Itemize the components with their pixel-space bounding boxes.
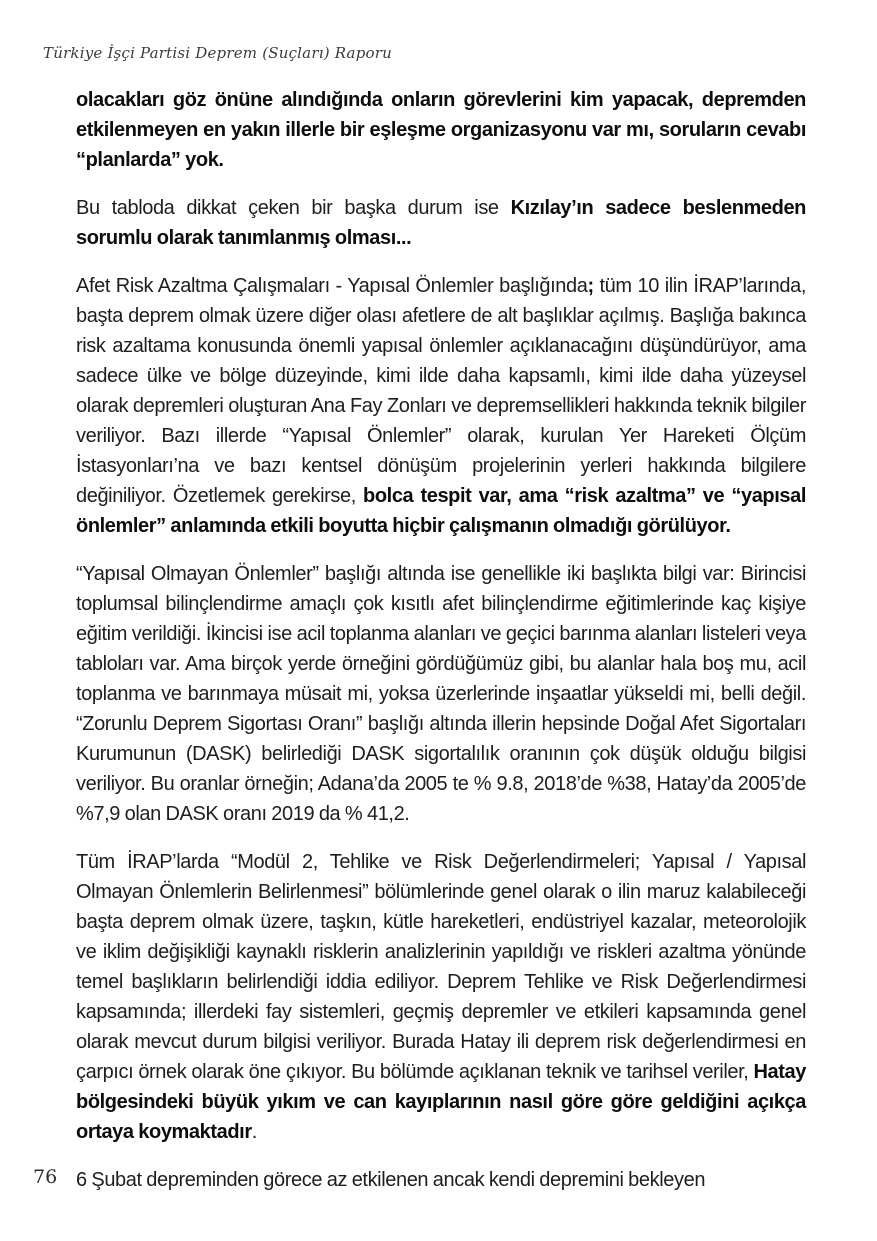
paragraph [76,1165,806,1195]
text-segment-bold: olacakları göz önüne alındığında onların görevlerini kim yapacak, depremden etkilenmeyen en yakın illerle bir eşleşme organizasyonu var mı, soruların cevabı “planlarda” yok. [76,89,806,171]
text-segment: tüm 10 ilin İRAP’larında, başta deprem olmak üzere diğer olası afetlere de alt başlıklar açılmış. Başlığa bakınca risk azaltama konusunda önemli yapısal önlemler açıklanacağını düşündürüyor, ama sadece ülke ve bölge düzeyinde, kimi ilde daha kapsamlı, kimi ilde daha yüzeysel olarak depremleri oluşturan Ana Fay Zonları ve depremsellikleri hakkında teknik bilgiler veriliyor. Bazı illerde “Yapısal Önlemler” olarak, kurulan Yer Hareketi Ölçüm İstasyonları’na ve bazı kentsel dönüşüm projelerinin yerleri hakkında bilgilere değiniliyor. Özetlemek gerekirse, [76,275,806,507]
paragraph [76,193,806,253]
paragraph [76,559,806,829]
paragraph [76,271,806,541]
text-segment-bold: Hatay bölgesindeki büyük yıkım ve can kayıplarının nasıl göre göre geldiğini açıkça ortaya koymaktadır [76,1061,806,1143]
text-segment-bold: bolca tespit var, ama “risk azaltma” ve “yapısal önlemler” anlamında etkili boyutta hiçbir çalışmanın olmadığı görülüyor. [76,485,806,537]
paragraph [76,847,806,1147]
running-header: Türkiye İşçi Partisi Deprem (Suçları) Raporu [43,44,392,62]
paragraph [76,85,806,175]
page-number: 76 [33,1166,58,1188]
text-segment: Afet Risk Azaltma Çalışmaları - Yapısal Önlemler başlığında [76,275,588,297]
text-segment: . [251,1121,257,1143]
page-body [76,85,806,1195]
text-segment: Bu tabloda dikkat çeken bir başka durum ise [76,197,511,219]
text-segment: Tüm İRAP’larda “Modül 2, Tehlike ve Risk Değerlendirmeleri; Yapısal / Yapısal Olmayan Önlemlerin Belirlenmesi” bölümlerinde genel olarak o ilin maruz kalabileceği başta deprem olmak üzere, taşkın, kütle hareketleri, endüstriyel kazalar, meteorolojik ve iklim değişikliği kaynaklı risklerin analizlerinin yapıldığı ve riskleri azaltma yönünde temel başlıkların belirlendiği iddia ediliyor. Deprem Tehlike ve Risk Değerlendirmesi kapsamında; illerdeki fay sistemleri, geçmiş depremler ve etkileri kapsamında genel olarak mevcut durum bilgisi veriliyor. Burada Hatay ili deprem risk değerlendirmesi en çarpıcı örnek olarak öne çıkıyor. Bu bölümde açıklanan teknik ve tarihsel veriler, [76,851,806,1083]
text-segment-bold: ; [587,275,594,297]
text-segment-bold: Kızılay’ın sadece beslenmeden sorumlu olarak tanımlanmış olması... [76,197,806,249]
text-segment: 6 Şubat depreminden görece az etkilenen ancak kendi depremini bekleyen [76,1169,706,1191]
text-segment: “Yapısal Olmayan Önlemler” başlığı altında ise genellikle iki başlıkta bilgi var: Birincisi toplumsal bilinçlendirme amaçlı çok kısıtlı afet bilinçlendirme eğitimlerinde kaç kişiye eğitim verildiği. İkincisi ise acil toplanma alanları ve geçici barınma alanları listeleri veya tabloları var. Ama birçok yerde örneğini gördüğümüz gibi, bu alanlar hala boş mu, acil toplanma ve barınmaya müsait mi, yoksa üzerlerinde inşaatlar yükseldi mi, belli değil. “Zorunlu Deprem Sigortası Oranı” başlığı altında illerin hepsinde Doğal Afet Sigortaları Kurumunun (DASK) belirlediği DASK sigortalılık oranının çok düşük olduğu bilgisi veriliyor. Bu oranlar örneğin; Adana’da 2005 te % 9.8, 2018’de %38, Hatay’da 2005’de %7,9 olan DASK oranı 2019 da % 41,2. [76,563,806,825]
